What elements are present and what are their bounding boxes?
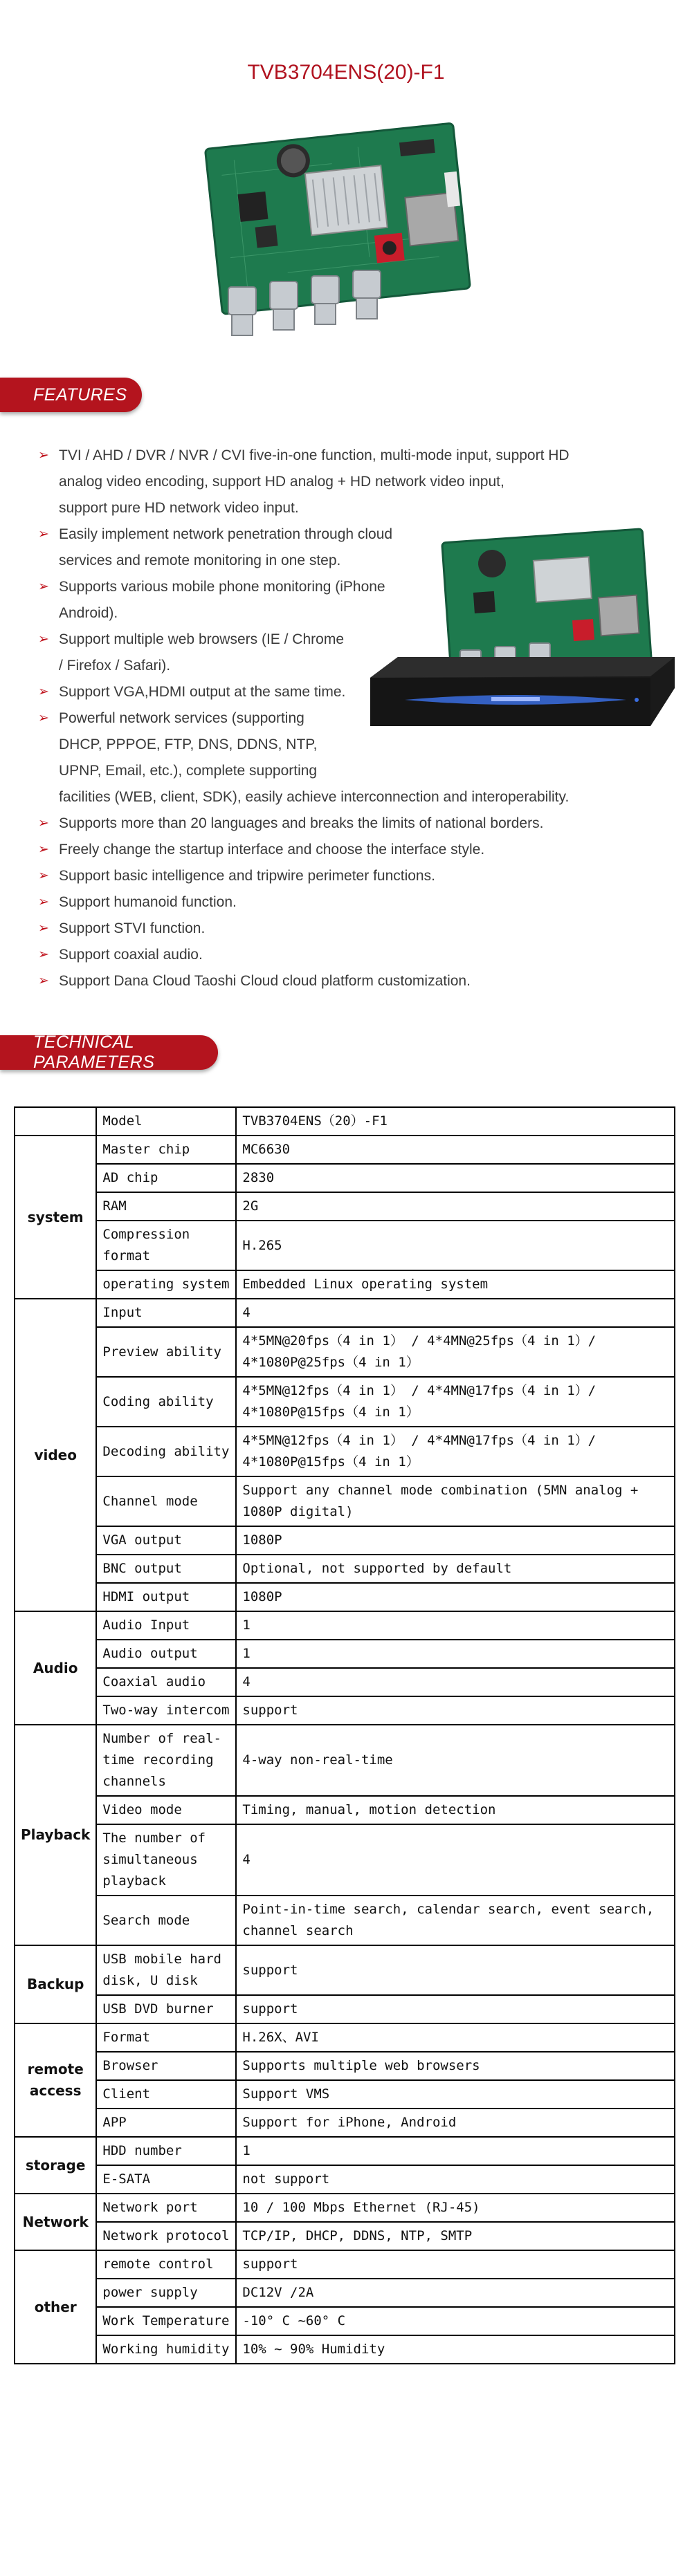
feature-text: Support VGA,HDMI output at the same time. bbox=[59, 684, 346, 700]
product-title: TVB3704ENS(20)-F1 bbox=[247, 61, 445, 84]
category-cell bbox=[15, 1107, 96, 1136]
category-cell: Audio bbox=[15, 1611, 96, 1725]
bullet-arrow-icon: ➢ bbox=[38, 580, 49, 594]
feature-text: Support basic intelligence and tripwire perimeter functions. bbox=[59, 868, 435, 884]
param-value: support bbox=[236, 2250, 675, 2279]
table-row bbox=[15, 1427, 675, 1476]
bullet-arrow-icon: ➢ bbox=[38, 711, 49, 725]
feature-text: Supports various mobile phone monitoring (iPhone bbox=[59, 579, 385, 595]
feature-text: support pure HD network video input. bbox=[59, 500, 299, 516]
table-row bbox=[15, 1945, 675, 1995]
param-value: 4*5MN@20fps（4 in 1） / 4*4MN@25fps（4 in 1）/ 4*1080P@25fps（4 in 1） bbox=[236, 1327, 675, 1377]
param-value: -10° C ~60° C bbox=[236, 2307, 675, 2335]
param-label: operating system bbox=[96, 1270, 236, 1299]
table-row bbox=[15, 1824, 675, 1896]
table-row bbox=[15, 1583, 675, 1611]
feature-text: Supports more than 20 languages and breaks the limits of national borders. bbox=[59, 815, 544, 831]
param-value: Timing, manual, motion detection bbox=[236, 1796, 675, 1824]
param-value: 1 bbox=[236, 1611, 675, 1640]
param-value: 1080P bbox=[236, 1583, 675, 1611]
category-cell: Playback bbox=[15, 1725, 96, 1945]
bullet-arrow-icon: ➢ bbox=[38, 632, 49, 647]
param-value: 2G bbox=[236, 1192, 675, 1221]
param-value: 4-way non-real-time bbox=[236, 1725, 675, 1796]
param-label: Search mode bbox=[96, 1896, 236, 1945]
param-label: Decoding ability bbox=[96, 1427, 236, 1476]
table-row bbox=[15, 1611, 675, 1640]
param-value: support bbox=[236, 1995, 675, 2023]
table-row bbox=[15, 1136, 675, 1164]
category-cell: system bbox=[15, 1136, 96, 1299]
table-row bbox=[15, 1725, 675, 1796]
param-label: Two-way intercom bbox=[96, 1696, 236, 1725]
param-value: Optional, not supported by default bbox=[236, 1555, 675, 1583]
param-label: USB mobile hard disk, U disk bbox=[96, 1945, 236, 1995]
feature-text: Easily implement network penetration through cloud bbox=[59, 526, 393, 542]
param-label: Input bbox=[96, 1299, 236, 1327]
table-row bbox=[15, 1640, 675, 1668]
feature-text: TVI / AHD / DVR / NVR / CVI five-in-one function, multi-mode input, support HD bbox=[59, 447, 570, 463]
param-value: 4 bbox=[236, 1299, 675, 1327]
param-label: Work Temperature bbox=[96, 2307, 236, 2335]
table-row bbox=[15, 1107, 675, 1136]
param-value: not support bbox=[236, 2165, 675, 2194]
feature-text: Android). bbox=[59, 605, 118, 621]
table-row bbox=[15, 1995, 675, 2023]
param-value: 4*5MN@12fps（4 in 1） / 4*4MN@17fps（4 in 1）/ 4*1080P@15fps（4 in 1） bbox=[236, 1427, 675, 1476]
bullet-arrow-icon: ➢ bbox=[38, 869, 49, 883]
param-label: RAM bbox=[96, 1192, 236, 1221]
feature-text: UPNP, Email, etc.), complete supporting bbox=[59, 763, 318, 779]
bullet-arrow-icon: ➢ bbox=[38, 895, 49, 909]
table-row bbox=[15, 1270, 675, 1299]
feature-text: / Firefox / Safari). bbox=[59, 658, 171, 674]
feature-item bbox=[35, 863, 657, 889]
param-label: The number of simultaneous playback bbox=[96, 1824, 236, 1896]
param-value: Embedded Linux operating system bbox=[236, 1270, 675, 1299]
param-value: support bbox=[236, 1696, 675, 1725]
param-label: Format bbox=[96, 2023, 236, 2052]
param-label: HDD number bbox=[96, 2137, 236, 2165]
bullet-arrow-icon: ➢ bbox=[38, 685, 49, 699]
bullet-arrow-icon: ➢ bbox=[38, 448, 49, 463]
param-label: Compression format bbox=[96, 1221, 236, 1270]
table-row bbox=[15, 2279, 675, 2307]
feature-item bbox=[35, 942, 657, 968]
param-value: 1080P bbox=[236, 1526, 675, 1555]
spec-table bbox=[14, 1106, 675, 2364]
feature-item bbox=[35, 443, 657, 521]
table-row bbox=[15, 2250, 675, 2279]
feature-text: services and remote monitoring in one step. bbox=[59, 553, 341, 568]
table-row bbox=[15, 1796, 675, 1824]
table-row bbox=[15, 2052, 675, 2080]
param-value: 4*5MN@12fps（4 in 1） / 4*4MN@17fps（4 in 1）/ 4*1080P@15fps（4 in 1） bbox=[236, 1377, 675, 1427]
feature-item bbox=[35, 837, 657, 863]
param-label: Video mode bbox=[96, 1796, 236, 1824]
feature-text: Powerful network services (supporting bbox=[59, 710, 304, 726]
param-value: Supports multiple web browsers bbox=[236, 2052, 675, 2080]
table-row bbox=[15, 1668, 675, 1696]
feature-text: facilities (WEB, client, SDK), easily achieve interconnection and interoperability. bbox=[59, 789, 570, 805]
bullet-arrow-icon: ➢ bbox=[38, 921, 49, 936]
feature-item bbox=[35, 889, 657, 916]
param-value: 10 / 100 Mbps Ethernet (RJ-45) bbox=[236, 2194, 675, 2222]
param-value: H.26X、AVI bbox=[236, 2023, 675, 2052]
param-label: Audio output bbox=[96, 1640, 236, 1668]
table-row bbox=[15, 1221, 675, 1270]
category-cell: Backup bbox=[15, 1945, 96, 2023]
dvr-product-image bbox=[363, 519, 682, 757]
feature-item bbox=[35, 810, 657, 837]
param-label: Model bbox=[96, 1107, 236, 1136]
param-label: remote control bbox=[96, 2250, 236, 2279]
table-row bbox=[15, 1192, 675, 1221]
param-label: AD chip bbox=[96, 1164, 236, 1192]
table-row bbox=[15, 2109, 675, 2137]
param-value: 4 bbox=[236, 1668, 675, 1696]
param-value: MC6630 bbox=[236, 1136, 675, 1164]
feature-item bbox=[35, 916, 657, 942]
feature-text: DHCP, PPPOE, FTP, DNS, DDNS, NTP, bbox=[59, 736, 318, 752]
table-row bbox=[15, 2137, 675, 2165]
param-label: APP bbox=[96, 2109, 236, 2137]
feature-text: analog video encoding, support HD analog + HD network video input, bbox=[59, 474, 504, 490]
feature-text: Freely change the startup interface and choose the interface style. bbox=[59, 842, 485, 858]
param-value: DC12V /2A bbox=[236, 2279, 675, 2307]
param-value: Point-in-time search, calendar search, event search, channel search bbox=[236, 1896, 675, 1945]
param-label: Coding ability bbox=[96, 1377, 236, 1427]
table-row bbox=[15, 2335, 675, 2364]
table-row bbox=[15, 1526, 675, 1555]
category-cell: video bbox=[15, 1299, 96, 1611]
param-value: 1 bbox=[236, 2137, 675, 2165]
feature-text: Support Dana Cloud Taoshi Cloud cloud platform customization. bbox=[59, 973, 471, 989]
table-row bbox=[15, 1327, 675, 1377]
param-label: Browser bbox=[96, 2052, 236, 2080]
param-value: Support VMS bbox=[236, 2080, 675, 2109]
feature-text: Support multiple web browsers (IE / Chrome bbox=[59, 631, 344, 647]
param-value: 1 bbox=[236, 1640, 675, 1668]
param-value: Support for iPhone, Android bbox=[236, 2109, 675, 2137]
param-label: Network port bbox=[96, 2194, 236, 2222]
param-label: Client bbox=[96, 2080, 236, 2109]
param-label: Channel mode bbox=[96, 1476, 236, 1526]
table-row bbox=[15, 1164, 675, 1192]
table-row bbox=[15, 1377, 675, 1427]
feature-text: Support humanoid function. bbox=[59, 894, 237, 910]
param-label: Preview ability bbox=[96, 1327, 236, 1377]
features-heading: FEATURES bbox=[0, 378, 142, 412]
table-row bbox=[15, 2165, 675, 2194]
table-row bbox=[15, 2222, 675, 2250]
table-row bbox=[15, 1696, 675, 1725]
bullet-arrow-icon: ➢ bbox=[38, 974, 49, 988]
bullet-arrow-icon: ➢ bbox=[38, 842, 49, 857]
param-label: USB DVD burner bbox=[96, 1995, 236, 2023]
technical-parameters-heading: TECHNICAL PARAMETERS bbox=[0, 1035, 218, 1070]
param-label: power supply bbox=[96, 2279, 236, 2307]
feature-text: Support STVI function. bbox=[59, 920, 206, 936]
param-value: Support any channel mode combination (5MN analog + 1080P digital) bbox=[236, 1476, 675, 1526]
param-value: 4 bbox=[236, 1824, 675, 1896]
param-label: VGA output bbox=[96, 1526, 236, 1555]
category-cell: storage bbox=[15, 2137, 96, 2194]
bullet-arrow-icon: ➢ bbox=[38, 947, 49, 962]
param-label: HDMI output bbox=[96, 1583, 236, 1611]
category-cell: other bbox=[15, 2250, 96, 2364]
feature-item bbox=[35, 968, 657, 994]
param-value: TVB3704ENS（20）-F1 bbox=[236, 1107, 675, 1136]
feature-text: Support coaxial audio. bbox=[59, 947, 203, 963]
table-row bbox=[15, 2307, 675, 2335]
param-value: 2830 bbox=[236, 1164, 675, 1192]
table-row bbox=[15, 1299, 675, 1327]
category-cell: Network bbox=[15, 2194, 96, 2250]
param-value: H.265 bbox=[236, 1221, 675, 1270]
category-cell: remote access bbox=[15, 2023, 96, 2137]
param-value: 10% ~ 90% Humidity bbox=[236, 2335, 675, 2364]
param-label: Audio Input bbox=[96, 1611, 236, 1640]
table-row bbox=[15, 1555, 675, 1583]
table-row bbox=[15, 2194, 675, 2222]
table-row bbox=[15, 2023, 675, 2052]
param-label: Working humidity bbox=[96, 2335, 236, 2364]
param-label: BNC output bbox=[96, 1555, 236, 1583]
param-label: Number of real-time recording channels bbox=[96, 1725, 236, 1796]
table-row bbox=[15, 2080, 675, 2109]
dvr-board-image bbox=[201, 121, 491, 346]
param-label: Master chip bbox=[96, 1136, 236, 1164]
bullet-arrow-icon: ➢ bbox=[38, 527, 49, 541]
param-value: TCP/IP, DHCP, DDNS, NTP, SMTP bbox=[236, 2222, 675, 2250]
table-row bbox=[15, 1476, 675, 1526]
param-label: Coaxial audio bbox=[96, 1668, 236, 1696]
param-label: E-SATA bbox=[96, 2165, 236, 2194]
param-value: support bbox=[236, 1945, 675, 1995]
table-row bbox=[15, 1896, 675, 1945]
bullet-arrow-icon: ➢ bbox=[38, 816, 49, 831]
param-label: Network protocol bbox=[96, 2222, 236, 2250]
